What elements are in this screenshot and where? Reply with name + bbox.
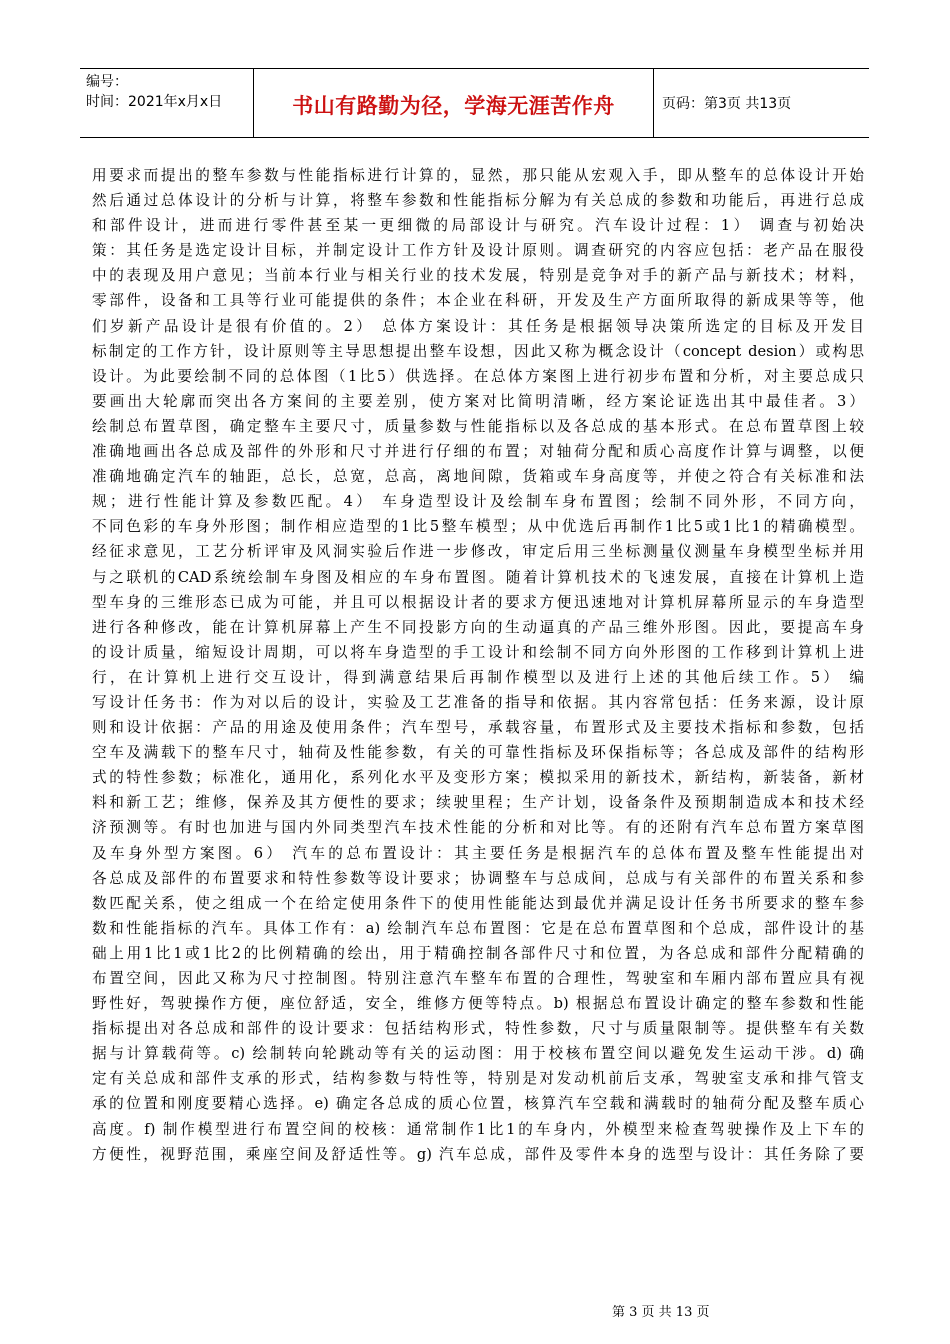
body-line: 野性好，驾驶操作方便，座位舒适，安全，维修方便等特点。b) 根据总布置设计确定的整车参数和性能 [92, 995, 864, 1013]
header-motto-cell [254, 69, 654, 137]
body-line: 定有关总成和部件支承的形式，结构参数与特性等，特别是对发动机前后支承，驾驶室支承和排气管支 [92, 1070, 864, 1088]
header-motto: 书山有路勤为径，学海无涯苦作舟 [292, 94, 615, 118]
header-page-info: 页码：第3页 共13页 [662, 96, 792, 112]
body-line: 们岁新产品设计是很有价值的。2） 总体方案设计：其任务是根据领导决策所选定的目标及开发目 [92, 317, 864, 335]
body-line: 行，在计算机上进行交互设计，得到满意结果后再制作模型以及进行上述的其他后续工作。5） 编 [92, 668, 864, 686]
body-line: 承的位置和刚度要精心选择。e) 确定各总成的质心位置，核算汽车空载和满载时的轴荷分配及整车质心 [92, 1095, 864, 1113]
body-line: 数匹配关系，使之组成一个在给定使用条件下的使用性能能达到最优并满足设计任务书所要求的整车参 [92, 894, 864, 912]
body-line: 要画出大轮廓而突出各方案间的主要差别，使方案对比简明清晰，经方案论证选出其中最佳者。3） [92, 392, 864, 410]
body-line: 不同色彩的车身外形图；制作相应造型的1比5整车模型；从中优选后再制作1比5或1比1的精确模型。 [92, 518, 864, 536]
body-line: 设计。为此要绘制不同的总体图（1比5）供选择。在总体方案图上进行初步布置和分析，对主要总成只 [92, 367, 864, 385]
body-line: 准确地确定汽车的轴距，总长，总宽，总高，离地间隙，货箱或车身高度等，并使之符合有关标准和法 [92, 468, 864, 486]
body-line: 济预测等。有时也加进与国内外同类型汽车技术性能的分析和对比等。有的还附有汽车总布置方案草图 [92, 819, 864, 837]
body-line: 空车及满载下的整车尺寸，轴荷及性能参数，有关的可靠性指标及环保指标等；各总成及部件的结构形 [92, 744, 864, 762]
document-number-label: 编号： [86, 74, 128, 90]
body-line: 和部件设计，进而进行零件甚至某一更细微的局部设计与研究。汽车设计过程：1） 调查与初始决 [92, 217, 864, 235]
body-line: 指标提出对各总成和部件的设计要求：包括结构形式，特性参数，尺寸与质量限制等。提供整车有关数 [92, 1020, 864, 1038]
body-line: 规；进行性能计算及参数匹配。4） 车身造型设计及绘制车身布置图；绘制不同外形，不同方向， [92, 493, 864, 511]
document-time: 时间：2021年x月x日 [86, 94, 223, 110]
body-line: 式的特性参数；标准化，通用化，系列化水平及变形方案；模拟采用的新技术，新结构，新装备，新材 [92, 769, 864, 787]
body-line: 型车身的三维形态已成为可能，并且可以根据设计者的要求方便迅速地对计算机屏幕所显示的车身造型 [92, 593, 864, 611]
body-line: 经征求意见，工艺分析评审及风洞实验后作进一步修改，审定后用三坐标测量仪测量车身模型坐标并用 [92, 543, 864, 561]
body-line: 零部件，设备和工具等行业可能提供的条件；本企业在科研，开发及生产方面所取得的新成果等等，他 [92, 292, 864, 310]
body-line: 方便性，视野范围，乘座空间及舒适性等。g) 汽车总成，部件及零件本身的选型与设计：其任务除了要 [92, 1145, 864, 1163]
body-line: 布置空间，因此又称为尺寸控制图。特别注意汽车整车布置的合理性，驾驶室和车厢内部布置应具有视 [92, 970, 864, 987]
body-line: 用要求而提出的整车参数与性能指标进行计算的，显然，那只能从宏观入手，即从整车的总体设计开始 [92, 167, 864, 184]
body-line: 准确地画出各总成及部件的外形和尺寸并进行仔细的布置；对轴荷分配和质心高度作计算与调整，以便 [92, 443, 864, 461]
body-line: 然后通过总体设计的分析与计算，将整车参数和性能指标分解为有关总成的参数和功能后，再进行总成 [92, 192, 864, 210]
header-table [80, 68, 869, 138]
header-page-info-cell [654, 69, 869, 137]
body-line: 的设计质量，缩短设计周期，可以将车身造型的手工设计和绘制不同方向外形图的工作移到计算机上进 [92, 643, 864, 661]
body-line: 写设计任务书：作为对以后的设计，实验及工艺准备的指导和依据。其内容常包括：任务来源，设计原 [92, 693, 864, 711]
body-line: 高度。f) 制作模型进行布置空间的校核：通常制作1比1的车身内，外模型来检查驾驶操作及上下车的 [92, 1120, 864, 1138]
body-line: 数和性能指标的汽车。具体工作有：a) 绘制汽车总布置图：它是在总布置草图和个总成，部件设计的基 [92, 919, 864, 937]
body-line: 则和设计依据：产品的用途及使用条件；汽车型号，承载容量，布置形式及主要技术指标和参数，包括 [92, 719, 864, 737]
body-line: 据与计算载荷等。c) 绘制转向轮跳动等有关的运动图：用于校核布置空间以避免发生运动干涉。d) 确 [92, 1045, 864, 1063]
body-line: 策：其任务是选定设计目标，并制定设计工作方针及设计原则。调查研究的内容应包括：老产品在服役 [92, 242, 864, 260]
body-line: 及车身外型方案图。6） 汽车的总布置设计：其主要任务是根据汽车的总体布置及整车性能提出对 [92, 844, 864, 862]
body-line: 各总成及部件的布置要求和特性参数等设计要求；协调整车与总成间，总成与有关部件的布置关系和参 [92, 869, 864, 887]
body-line: 料和新工艺；维修，保养及其方便性的要求；续驶里程；生产计划，设备条件及预期制造成本和技术经 [92, 794, 864, 812]
body-line: 中的表现及用户意见；当前本行业与相关行业的技术发展，特别是竞争对手的新产品与新技术；材料， [92, 267, 864, 285]
body-text [92, 163, 864, 1167]
header-meta [80, 69, 254, 137]
page-footer-text: 第 3 页 共 13 页 [612, 1305, 710, 1320]
body-line: 础上用1比1或1比2的比例精确的绘出，用于精确控制各部件尺寸和位置，为各总成和部件分配精确的 [92, 944, 864, 962]
body-line: 标制定的工作方针，设计原则等主导思想提出整车设想，因此又称为概念设计（concept desion）或构思 [92, 342, 864, 360]
body-line: 绘制总布置草图，确定整车主要尺寸，质量参数与性能指标以及各总成的基本形式。在总布置草图上较 [92, 417, 864, 435]
body-line: 进行各种修改，能在计算机屏幕上产生不同投影方向的生动逼真的产品三维外形图。因此，要提高车身 [92, 618, 864, 636]
body-line: 与之联机的CAD系统绘制车身图及相应的车身布置图。随着计算机技术的飞速发展，直接在计算机上造 [92, 568, 864, 586]
